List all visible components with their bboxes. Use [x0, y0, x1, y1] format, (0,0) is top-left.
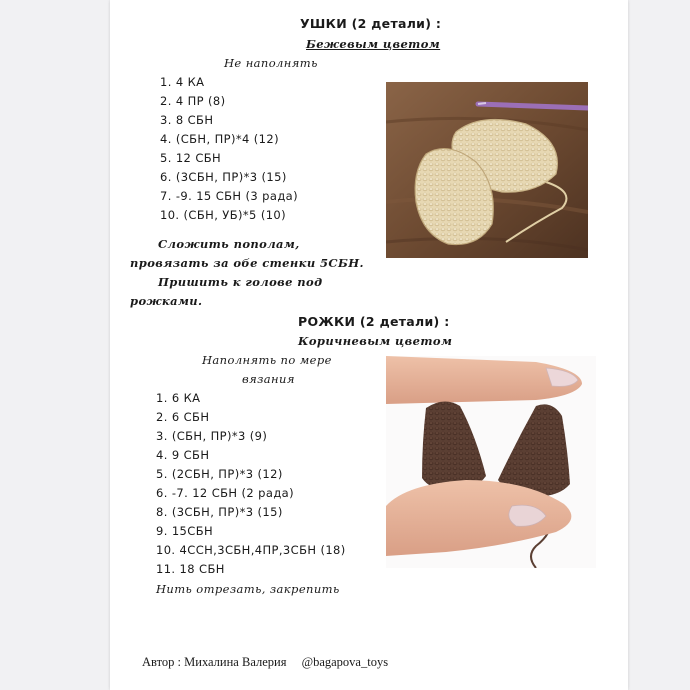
ears-color-note: Бежевым цветом: [306, 37, 441, 51]
horns-row: 8. (3СБН, ПР)*3 (15): [156, 505, 283, 519]
horns-row: 5. (2СБН, ПР)*3 (12): [156, 467, 283, 481]
ears-note: Сложить пополам,: [158, 237, 300, 251]
ears-photo-image: [386, 82, 588, 258]
horns-stuffing-note: Наполнять по мере: [202, 353, 332, 367]
ears-row: 2. 4 ПР (8): [160, 94, 226, 108]
horns-row: 10. 4ССН,3СБН,4ПР,3СБН (18): [156, 543, 346, 557]
ears-title: УШКИ (2 детали) :: [300, 16, 442, 31]
horns-photo-image: [386, 356, 596, 568]
horns-stuffing-note: вязания: [242, 372, 295, 386]
author-name: Автор : Михалина Валерия: [142, 655, 287, 669]
horns-photo: [386, 356, 596, 568]
ears-note: рожками.: [130, 294, 203, 308]
horns-color-note: Коричневым цветом: [298, 334, 453, 348]
horns-row: 11. 18 СБН: [156, 562, 225, 576]
ears-stuffing-note: Не наполнять: [224, 56, 318, 70]
ears-row: 5. 12 СБН: [160, 151, 222, 165]
horns-row: 1. 6 КА: [156, 391, 201, 405]
ears-note: провязать за обе стенки 5СБН.: [130, 256, 364, 270]
ears-note: Пришить к голове под: [158, 275, 323, 289]
ears-row: 7. -9. 15 СБН (3 рада): [160, 189, 299, 203]
ears-row: 3. 8 СБН: [160, 113, 214, 127]
horns-title: РОЖКИ (2 детали) :: [298, 314, 450, 329]
author-handle: @bagapova_toys: [301, 655, 389, 669]
horns-row: 3. (СБН, ПР)*3 (9): [156, 429, 268, 443]
horns-row: 2. 6 СБН: [156, 410, 210, 424]
author-credit: [142, 655, 388, 670]
horns-row: 4. 9 СБН: [156, 448, 210, 462]
ears-row: 6. (3СБН, ПР)*3 (15): [160, 170, 287, 184]
horns-row: 9. 15СБН: [156, 524, 214, 538]
horns-row: 6. -7. 12 СБН (2 рада): [156, 486, 295, 500]
ears-row: 1. 4 КА: [160, 75, 205, 89]
horns-finish-note: Нить отрезать, закрепить: [156, 582, 340, 596]
ears-row: 10. (СБН, УБ)*5 (10): [160, 208, 287, 222]
ears-photo: [386, 82, 588, 258]
ears-row: 4. (СБН, ПР)*4 (12): [160, 132, 279, 146]
